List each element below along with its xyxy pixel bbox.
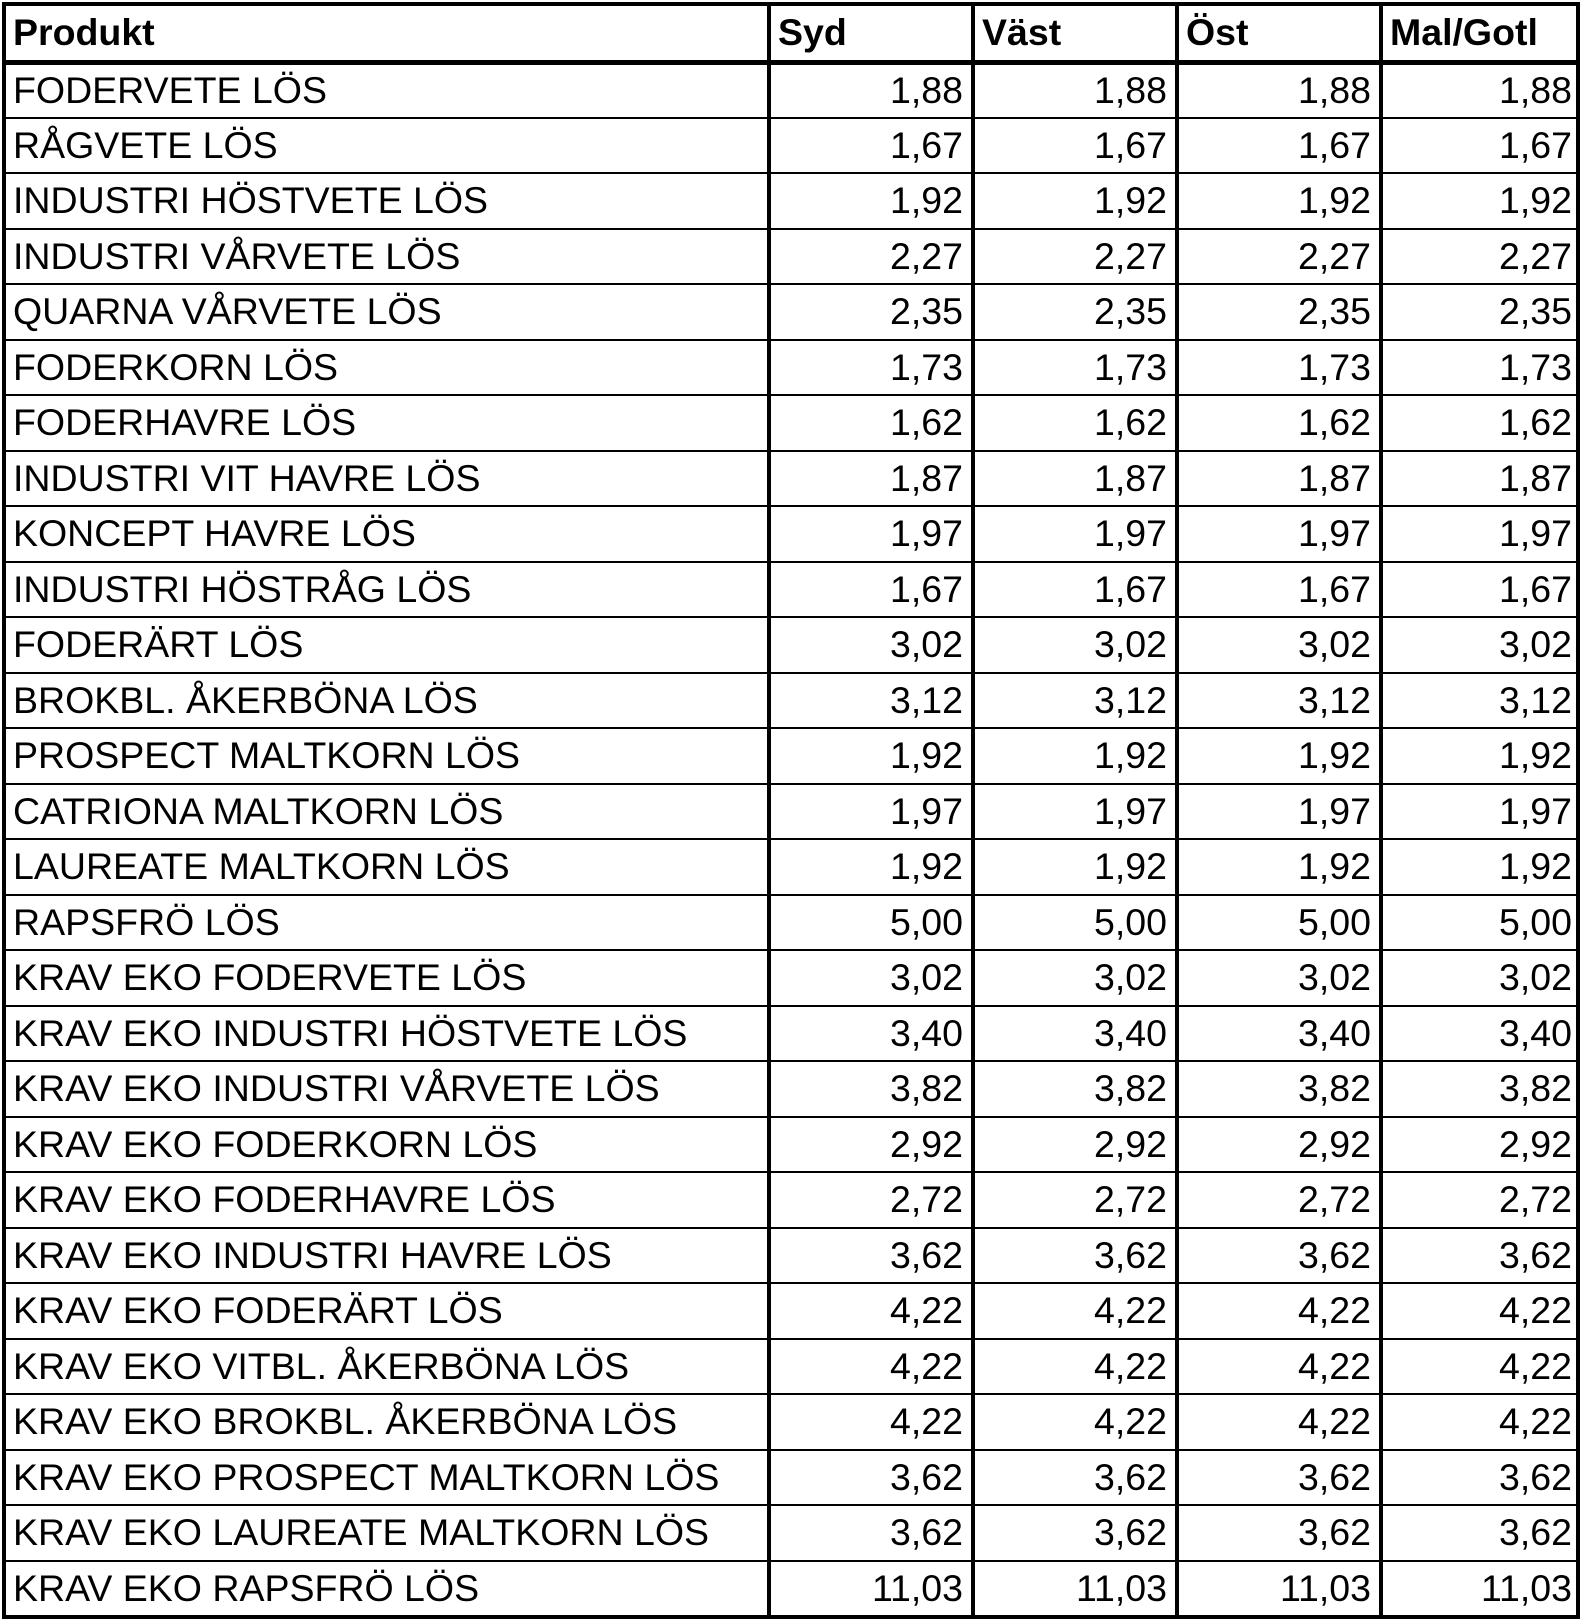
syd-price-cell: 2,35 <box>769 284 973 340</box>
product-cell: PROSPECT MALTKORN LÖS <box>6 728 769 784</box>
table-row <box>6 1561 1580 1617</box>
vast-price-cell: 3,62 <box>973 1450 1177 1506</box>
table-row <box>6 395 1580 451</box>
syd-price-cell: 1,92 <box>769 728 973 784</box>
vast-price-cell: 3,02 <box>973 950 1177 1006</box>
table-row <box>6 617 1580 673</box>
product-cell: INDUSTRI VÅRVETE LÖS <box>6 229 769 285</box>
vast-price-cell: 3,62 <box>973 1505 1177 1561</box>
table-row <box>6 1061 1580 1117</box>
mal-gotl-price-cell: 1,97 <box>1381 506 1580 562</box>
product-cell: CATRIONA MALTKORN LÖS <box>6 784 769 840</box>
mal-gotl-price-cell: 1,73 <box>1381 340 1580 396</box>
mal-gotl-price-cell: 5,00 <box>1381 895 1580 951</box>
ost-price-cell: 3,02 <box>1177 950 1381 1006</box>
table-body <box>6 62 1580 1616</box>
ost-price-cell: 5,00 <box>1177 895 1381 951</box>
syd-price-cell: 1,73 <box>769 340 973 396</box>
product-cell: INDUSTRI HÖSTRÅG LÖS <box>6 562 769 618</box>
syd-price-cell: 11,03 <box>769 1561 973 1617</box>
table-row <box>6 950 1580 1006</box>
mal-gotl-price-cell: 1,92 <box>1381 173 1580 229</box>
syd-price-cell: 1,87 <box>769 451 973 507</box>
ost-price-cell: 4,22 <box>1177 1339 1381 1395</box>
table-row <box>6 506 1580 562</box>
ost-price-cell: 2,27 <box>1177 229 1381 285</box>
mal-gotl-price-cell: 3,40 <box>1381 1006 1580 1062</box>
syd-price-cell: 3,62 <box>769 1505 973 1561</box>
product-cell: RÅGVETE LÖS <box>6 118 769 174</box>
product-cell: LAUREATE MALTKORN LÖS <box>6 839 769 895</box>
ost-price-cell: 1,67 <box>1177 118 1381 174</box>
vast-price-cell: 1,92 <box>973 173 1177 229</box>
ost-price-cell: 2,35 <box>1177 284 1381 340</box>
ost-price-cell: 3,02 <box>1177 617 1381 673</box>
vast-price-cell: 11,03 <box>973 1561 1177 1617</box>
syd-price-cell: 1,67 <box>769 118 973 174</box>
mal-gotl-price-cell: 3,02 <box>1381 950 1580 1006</box>
mal-gotl-price-cell: 1,62 <box>1381 395 1580 451</box>
table-row <box>6 1450 1580 1506</box>
syd-price-cell: 3,12 <box>769 673 973 729</box>
mal-gotl-price-cell: 4,22 <box>1381 1394 1580 1450</box>
product-cell: KRAV EKO PROSPECT MALTKORN LÖS <box>6 1450 769 1506</box>
table-row <box>6 1339 1580 1395</box>
product-cell: KRAV EKO VITBL. ÅKERBÖNA LÖS <box>6 1339 769 1395</box>
vast-price-cell: 3,62 <box>973 1228 1177 1284</box>
header-row <box>6 6 1580 62</box>
ost-price-cell: 1,92 <box>1177 728 1381 784</box>
price-sheet <box>2 2 1580 1619</box>
vast-price-cell: 3,40 <box>973 1006 1177 1062</box>
ost-price-cell: 3,82 <box>1177 1061 1381 1117</box>
syd-price-cell: 2,92 <box>769 1117 973 1173</box>
table-row <box>6 562 1580 618</box>
table-row <box>6 451 1580 507</box>
mal-gotl-price-cell: 4,22 <box>1381 1339 1580 1395</box>
ost-price-cell: 1,73 <box>1177 340 1381 396</box>
vast-price-cell: 3,12 <box>973 673 1177 729</box>
ost-price-cell: 1,88 <box>1177 62 1381 118</box>
syd-price-cell: 2,72 <box>769 1172 973 1228</box>
mal-gotl-price-cell: 2,35 <box>1381 284 1580 340</box>
product-cell: RAPSFRÖ LÖS <box>6 895 769 951</box>
product-cell: KRAV EKO FODERHAVRE LÖS <box>6 1172 769 1228</box>
vast-price-cell: 3,82 <box>973 1061 1177 1117</box>
mal-gotl-price-cell: 3,62 <box>1381 1450 1580 1506</box>
table-row <box>6 1505 1580 1561</box>
vast-price-cell: 2,92 <box>973 1117 1177 1173</box>
column-header-produkt: Produkt <box>6 6 769 62</box>
ost-price-cell: 4,22 <box>1177 1283 1381 1339</box>
mal-gotl-price-cell: 3,62 <box>1381 1228 1580 1284</box>
vast-price-cell: 4,22 <box>973 1283 1177 1339</box>
syd-price-cell: 1,97 <box>769 506 973 562</box>
ost-price-cell: 3,62 <box>1177 1450 1381 1506</box>
vast-price-cell: 4,22 <box>973 1394 1177 1450</box>
ost-price-cell: 3,40 <box>1177 1006 1381 1062</box>
syd-price-cell: 3,40 <box>769 1006 973 1062</box>
table-row <box>6 1228 1580 1284</box>
ost-price-cell: 3,12 <box>1177 673 1381 729</box>
ost-price-cell: 1,92 <box>1177 839 1381 895</box>
vast-price-cell: 1,97 <box>973 784 1177 840</box>
table-row <box>6 340 1580 396</box>
mal-gotl-price-cell: 4,22 <box>1381 1283 1580 1339</box>
mal-gotl-price-cell: 1,92 <box>1381 839 1580 895</box>
mal-gotl-price-cell: 3,02 <box>1381 617 1580 673</box>
mal-gotl-price-cell: 1,67 <box>1381 118 1580 174</box>
table-row <box>6 839 1580 895</box>
syd-price-cell: 3,02 <box>769 617 973 673</box>
table-row <box>6 1172 1580 1228</box>
mal-gotl-price-cell: 1,87 <box>1381 451 1580 507</box>
syd-price-cell: 1,67 <box>769 562 973 618</box>
vast-price-cell: 1,67 <box>973 118 1177 174</box>
mal-gotl-price-cell: 1,67 <box>1381 562 1580 618</box>
vast-price-cell: 3,02 <box>973 617 1177 673</box>
mal-gotl-price-cell: 2,92 <box>1381 1117 1580 1173</box>
mal-gotl-price-cell: 11,03 <box>1381 1561 1580 1617</box>
vast-price-cell: 1,92 <box>973 728 1177 784</box>
vast-price-cell: 1,97 <box>973 506 1177 562</box>
product-cell: KRAV EKO LAUREATE MALTKORN LÖS <box>6 1505 769 1561</box>
mal-gotl-price-cell: 3,12 <box>1381 673 1580 729</box>
syd-price-cell: 3,62 <box>769 1228 973 1284</box>
product-cell: KRAV EKO FODERVETE LÖS <box>6 950 769 1006</box>
mal-gotl-price-cell: 2,27 <box>1381 229 1580 285</box>
vast-price-cell: 1,87 <box>973 451 1177 507</box>
column-header-ost: Öst <box>1177 6 1381 62</box>
syd-price-cell: 1,88 <box>769 62 973 118</box>
table-row <box>6 728 1580 784</box>
mal-gotl-price-cell: 1,97 <box>1381 784 1580 840</box>
product-cell: FODERÄRT LÖS <box>6 617 769 673</box>
vast-price-cell: 1,92 <box>973 839 1177 895</box>
price-table <box>6 6 1580 1616</box>
syd-price-cell: 1,97 <box>769 784 973 840</box>
syd-price-cell: 1,92 <box>769 173 973 229</box>
column-header-syd: Syd <box>769 6 973 62</box>
vast-price-cell: 2,35 <box>973 284 1177 340</box>
table-row <box>6 1117 1580 1173</box>
ost-price-cell: 3,62 <box>1177 1505 1381 1561</box>
ost-price-cell: 1,87 <box>1177 451 1381 507</box>
table-row <box>6 1283 1580 1339</box>
syd-price-cell: 5,00 <box>769 895 973 951</box>
product-cell: KRAV EKO INDUSTRI VÅRVETE LÖS <box>6 1061 769 1117</box>
product-cell: KRAV EKO INDUSTRI HÖSTVETE LÖS <box>6 1006 769 1062</box>
column-header-mal-gotl: Mal/Gotl <box>1381 6 1580 62</box>
ost-price-cell: 1,67 <box>1177 562 1381 618</box>
mal-gotl-price-cell: 2,72 <box>1381 1172 1580 1228</box>
vast-price-cell: 2,27 <box>973 229 1177 285</box>
table-row <box>6 784 1580 840</box>
syd-price-cell: 3,62 <box>769 1450 973 1506</box>
product-cell: FODERVETE LÖS <box>6 62 769 118</box>
product-cell: KRAV EKO INDUSTRI HAVRE LÖS <box>6 1228 769 1284</box>
table-row <box>6 1394 1580 1450</box>
ost-price-cell: 1,62 <box>1177 395 1381 451</box>
vast-price-cell: 1,67 <box>973 562 1177 618</box>
syd-price-cell: 2,27 <box>769 229 973 285</box>
vast-price-cell: 2,72 <box>973 1172 1177 1228</box>
product-cell: INDUSTRI HÖSTVETE LÖS <box>6 173 769 229</box>
column-header-vast: Väst <box>973 6 1177 62</box>
table-row <box>6 895 1580 951</box>
product-cell: INDUSTRI VIT HAVRE LÖS <box>6 451 769 507</box>
ost-price-cell: 1,92 <box>1177 173 1381 229</box>
syd-price-cell: 4,22 <box>769 1339 973 1395</box>
ost-price-cell: 2,72 <box>1177 1172 1381 1228</box>
mal-gotl-price-cell: 1,88 <box>1381 62 1580 118</box>
product-cell: KONCEPT HAVRE LÖS <box>6 506 769 562</box>
syd-price-cell: 1,92 <box>769 839 973 895</box>
vast-price-cell: 5,00 <box>973 895 1177 951</box>
product-cell: KRAV EKO RAPSFRÖ LÖS <box>6 1561 769 1617</box>
mal-gotl-price-cell: 1,92 <box>1381 728 1580 784</box>
product-cell: FODERHAVRE LÖS <box>6 395 769 451</box>
ost-price-cell: 2,92 <box>1177 1117 1381 1173</box>
ost-price-cell: 1,97 <box>1177 784 1381 840</box>
table-row <box>6 229 1580 285</box>
vast-price-cell: 1,62 <box>973 395 1177 451</box>
table-row <box>6 62 1580 118</box>
ost-price-cell: 1,97 <box>1177 506 1381 562</box>
table-row <box>6 1006 1580 1062</box>
syd-price-cell: 4,22 <box>769 1283 973 1339</box>
ost-price-cell: 3,62 <box>1177 1228 1381 1284</box>
syd-price-cell: 3,02 <box>769 950 973 1006</box>
product-cell: KRAV EKO FODERKORN LÖS <box>6 1117 769 1173</box>
product-cell: FODERKORN LÖS <box>6 340 769 396</box>
mal-gotl-price-cell: 3,62 <box>1381 1505 1580 1561</box>
product-cell: KRAV EKO FODERÄRT LÖS <box>6 1283 769 1339</box>
syd-price-cell: 3,82 <box>769 1061 973 1117</box>
table-row <box>6 673 1580 729</box>
table-row <box>6 284 1580 340</box>
product-cell: KRAV EKO BROKBL. ÅKERBÖNA LÖS <box>6 1394 769 1450</box>
vast-price-cell: 1,73 <box>973 340 1177 396</box>
vast-price-cell: 1,88 <box>973 62 1177 118</box>
table-row <box>6 173 1580 229</box>
syd-price-cell: 4,22 <box>769 1394 973 1450</box>
mal-gotl-price-cell: 3,82 <box>1381 1061 1580 1117</box>
syd-price-cell: 1,62 <box>769 395 973 451</box>
ost-price-cell: 11,03 <box>1177 1561 1381 1617</box>
product-cell: BROKBL. ÅKERBÖNA LÖS <box>6 673 769 729</box>
table-row <box>6 118 1580 174</box>
product-cell: QUARNA VÅRVETE LÖS <box>6 284 769 340</box>
vast-price-cell: 4,22 <box>973 1339 1177 1395</box>
ost-price-cell: 4,22 <box>1177 1394 1381 1450</box>
